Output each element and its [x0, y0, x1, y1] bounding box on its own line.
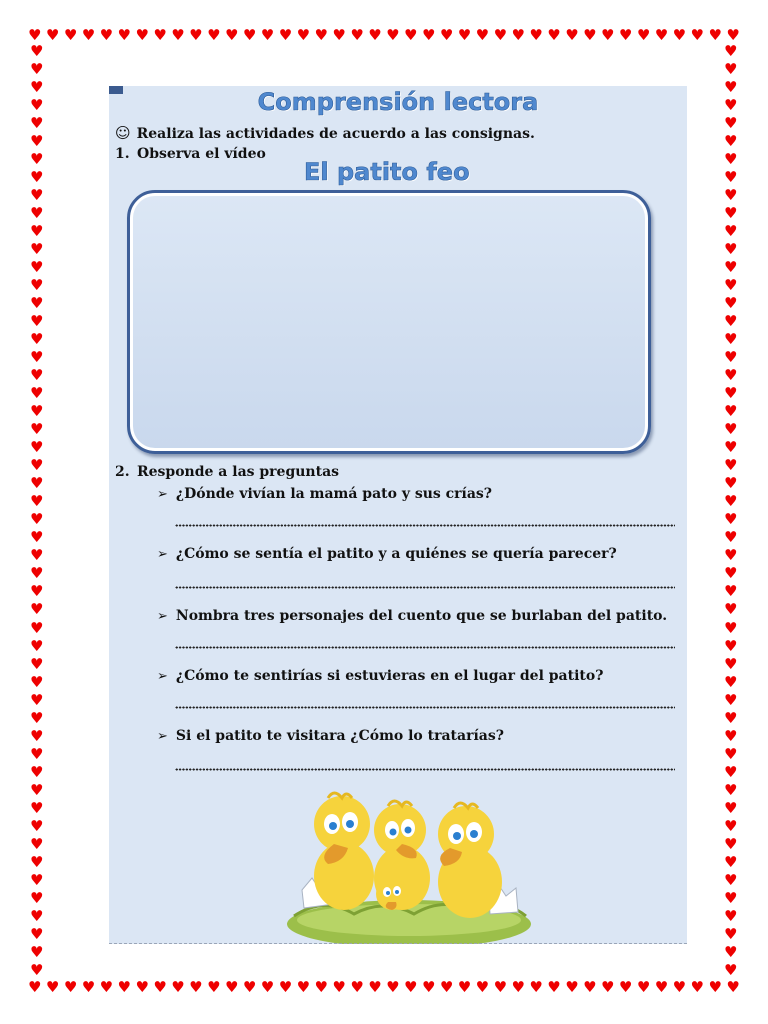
section-2-text: Responde a las preguntas — [137, 464, 340, 480]
heart-icon: ♥ — [724, 924, 738, 943]
heart-icon: ♥ — [30, 510, 44, 529]
heart-icon: ♥ — [189, 978, 203, 996]
heart-icon: ♥ — [708, 26, 722, 44]
heart-icon: ♥ — [30, 420, 44, 439]
heart-icon: ♥ — [30, 60, 44, 79]
heart-icon: ♥ — [724, 942, 738, 961]
heart-icon: ♥ — [30, 204, 44, 223]
heart-icon: ♥ — [511, 978, 525, 996]
heart-icon: ♥ — [724, 816, 738, 835]
arrow-bullet-icon: ➢ — [157, 669, 168, 684]
heart-icon: ♥ — [601, 26, 615, 44]
heart-icon: ♥ — [30, 366, 44, 385]
heart-icon: ♥ — [30, 348, 44, 367]
heart-icon: ♥ — [153, 26, 167, 44]
heart-icon: ♥ — [724, 960, 738, 979]
heart-icon: ♥ — [30, 168, 44, 187]
heart-icon: ♥ — [724, 204, 738, 223]
heart-icon: ♥ — [81, 26, 96, 44]
heart-icon: ♥ — [189, 26, 203, 44]
heart-icon: ♥ — [724, 546, 738, 565]
heart-icon: ♥ — [30, 258, 44, 277]
heart-icon: ♥ — [135, 978, 149, 996]
heart-icon: ♥ — [117, 26, 131, 44]
heart-icon: ♥ — [30, 114, 44, 133]
heart-icon: ♥ — [690, 26, 704, 44]
heart-icon: ♥ — [724, 888, 738, 907]
heart-border-left — [30, 44, 43, 978]
heart-icon: ♥ — [135, 26, 149, 44]
heart-icon: ♥ — [724, 510, 738, 529]
heart-icon: ♥ — [404, 26, 418, 44]
heart-icon: ♥ — [724, 492, 738, 511]
worksheet — [109, 86, 687, 944]
heart-icon: ♥ — [724, 114, 738, 133]
heart-icon: ♥ — [421, 26, 436, 44]
heart-icon: ♥ — [296, 978, 311, 996]
heart-icon: ♥ — [724, 798, 738, 817]
heart-icon: ♥ — [724, 348, 738, 367]
heart-icon: ♥ — [45, 978, 60, 996]
heart-icon: ♥ — [332, 26, 346, 44]
heart-icon: ♥ — [260, 26, 275, 44]
heart-icon: ♥ — [724, 402, 738, 421]
question-text: Nombra tres personajes del cuento que se burlaban del patito. — [175, 608, 668, 624]
answer-line-3[interactable] — [175, 646, 675, 649]
heart-icon: ♥ — [30, 834, 44, 853]
ducklings-illustration — [284, 786, 534, 944]
heart-icon: ♥ — [30, 582, 44, 601]
heart-icon: ♥ — [30, 852, 44, 871]
heart-icon: ♥ — [724, 366, 738, 385]
heart-icon: ♥ — [672, 978, 687, 996]
heart-icon: ♥ — [726, 978, 740, 996]
heart-icon: ♥ — [30, 888, 44, 907]
heart-icon: ♥ — [30, 402, 44, 421]
heart-icon: ♥ — [171, 26, 185, 44]
heart-icon: ♥ — [30, 618, 44, 637]
heart-icon: ♥ — [724, 186, 738, 205]
heart-icon: ♥ — [547, 26, 561, 44]
question-text: ¿Cómo se sentía el patito y a quiénes se quería parecer? — [175, 546, 617, 562]
heart-icon: ♥ — [724, 132, 738, 151]
heart-icon: ♥ — [724, 168, 738, 187]
section-1-number: 1. — [115, 146, 130, 162]
heart-icon: ♥ — [30, 78, 44, 97]
heart-icon: ♥ — [30, 708, 44, 727]
heart-icon: ♥ — [439, 26, 454, 44]
heart-icon: ♥ — [153, 978, 167, 996]
heart-icon: ♥ — [171, 978, 185, 996]
heart-icon: ♥ — [30, 276, 44, 295]
heart-icon: ♥ — [99, 978, 114, 996]
heart-icon: ♥ — [493, 26, 508, 44]
heart-icon: ♥ — [724, 726, 738, 745]
heart-icon: ♥ — [207, 978, 221, 996]
heart-icon: ♥ — [30, 438, 44, 457]
heart-icon: ♥ — [511, 26, 525, 44]
heart-icon: ♥ — [724, 312, 738, 331]
heart-icon: ♥ — [207, 26, 221, 44]
heart-icon: ♥ — [30, 690, 44, 709]
heart-icon: ♥ — [350, 978, 364, 996]
heart-icon: ♥ — [724, 42, 738, 60]
heart-icon: ♥ — [724, 330, 738, 349]
heart-icon: ♥ — [30, 816, 44, 835]
heart-icon: ♥ — [724, 528, 738, 547]
heart-icon: ♥ — [30, 780, 44, 799]
section-2-heading — [115, 464, 339, 480]
page-title: Comprensión lectora — [257, 88, 539, 116]
question-text: ¿Cómo te sentirías si estuvieras en el lugar del patito? — [175, 668, 604, 684]
heart-icon: ♥ — [30, 150, 44, 169]
heart-icon: ♥ — [30, 312, 44, 331]
arrow-bullet-icon: ➢ — [157, 609, 168, 624]
answer-line-1[interactable] — [175, 524, 675, 527]
heart-icon: ♥ — [583, 26, 597, 44]
heart-icon: ♥ — [368, 26, 382, 44]
arrow-bullet-icon: ➢ — [157, 729, 168, 744]
heart-icon: ♥ — [529, 26, 543, 44]
heart-icon: ♥ — [724, 438, 738, 457]
heart-icon: ♥ — [724, 600, 738, 619]
answer-line-2[interactable] — [175, 586, 675, 589]
heart-icon: ♥ — [30, 222, 44, 241]
page-bottom-dashed-line — [109, 943, 687, 945]
heart-icon: ♥ — [724, 78, 738, 97]
heart-icon: ♥ — [421, 978, 436, 996]
heart-icon: ♥ — [493, 978, 508, 996]
heart-icon: ♥ — [457, 978, 472, 996]
question-4 — [157, 668, 603, 684]
heart-icon: ♥ — [30, 906, 44, 925]
heart-icon: ♥ — [30, 924, 44, 943]
heart-icon: ♥ — [724, 96, 738, 115]
smiley-icon: ☺ — [115, 124, 131, 142]
heart-icon: ♥ — [654, 978, 669, 996]
heart-icon: ♥ — [30, 384, 44, 403]
heart-icon: ♥ — [672, 26, 687, 44]
section-2-number: 2. — [115, 464, 130, 480]
heart-icon: ♥ — [724, 708, 738, 727]
heart-icon: ♥ — [724, 276, 738, 295]
heart-icon: ♥ — [368, 978, 382, 996]
heart-icon: ♥ — [724, 240, 738, 259]
heart-icon: ♥ — [278, 978, 293, 996]
heart-icon: ♥ — [404, 978, 418, 996]
heart-icon: ♥ — [724, 690, 738, 709]
heart-icon: ♥ — [724, 744, 738, 763]
story-title: El patito feo — [304, 158, 470, 186]
heart-icon: ♥ — [724, 474, 738, 493]
heart-icon: ♥ — [724, 834, 738, 853]
heart-icon: ♥ — [242, 26, 257, 44]
section-1-text: Observa el vídeo — [137, 146, 266, 162]
heart-icon: ♥ — [332, 978, 346, 996]
heart-icon: ♥ — [724, 654, 738, 673]
heart-icon: ♥ — [30, 564, 44, 583]
heart-icon: ♥ — [30, 960, 44, 979]
heart-icon: ♥ — [690, 978, 704, 996]
heart-icon: ♥ — [636, 26, 651, 44]
heart-icon: ♥ — [475, 26, 490, 44]
heart-icon: ♥ — [601, 978, 615, 996]
heart-icon: ♥ — [117, 978, 131, 996]
heart-icon: ♥ — [565, 26, 579, 44]
intro-instruction — [115, 124, 535, 142]
heart-icon: ♥ — [386, 26, 400, 44]
heart-icon: ♥ — [724, 870, 738, 889]
heart-icon: ♥ — [724, 636, 738, 655]
heart-icon: ♥ — [30, 600, 44, 619]
heart-icon: ♥ — [618, 26, 633, 44]
heart-icon: ♥ — [81, 978, 96, 996]
heart-icon: ♥ — [724, 906, 738, 925]
heart-icon: ♥ — [439, 978, 454, 996]
section-1-heading — [115, 146, 266, 162]
heart-icon: ♥ — [28, 26, 42, 44]
heart-icon: ♥ — [30, 654, 44, 673]
heart-icon: ♥ — [724, 672, 738, 691]
heart-icon: ♥ — [457, 26, 472, 44]
heart-icon: ♥ — [30, 240, 44, 259]
heart-icon: ♥ — [724, 564, 738, 583]
arrow-bullet-icon: ➢ — [157, 547, 168, 562]
heart-icon: ♥ — [726, 26, 740, 44]
heart-icon: ♥ — [30, 870, 44, 889]
heart-icon: ♥ — [724, 294, 738, 313]
heart-icon: ♥ — [314, 978, 328, 996]
question-1 — [157, 486, 492, 502]
heart-icon: ♥ — [314, 26, 328, 44]
heart-icon: ♥ — [278, 26, 293, 44]
heart-icon: ♥ — [724, 852, 738, 871]
answer-line-5[interactable] — [175, 768, 675, 771]
heart-icon: ♥ — [99, 26, 114, 44]
heart-icon: ♥ — [30, 96, 44, 115]
heart-icon: ♥ — [30, 132, 44, 151]
heart-border-right — [724, 44, 737, 978]
heart-icon: ♥ — [30, 186, 44, 205]
intro-text: Realiza las actividades de acuerdo a las consignas. — [136, 126, 535, 142]
question-2 — [157, 546, 617, 562]
arrow-bullet-icon: ➢ — [157, 487, 168, 502]
heart-icon: ♥ — [30, 798, 44, 817]
heart-icon: ♥ — [529, 978, 543, 996]
heart-icon: ♥ — [724, 582, 738, 601]
heart-border-bottom — [28, 980, 740, 995]
video-frame[interactable] — [127, 190, 651, 454]
heart-icon: ♥ — [28, 978, 42, 996]
heart-icon: ♥ — [724, 222, 738, 241]
question-5 — [157, 728, 504, 744]
heart-icon: ♥ — [724, 456, 738, 475]
question-text: ¿Dónde vivían la mamá pato y sus crías? — [175, 486, 493, 502]
heart-icon: ♥ — [565, 978, 579, 996]
heart-icon: ♥ — [260, 978, 275, 996]
heart-icon: ♥ — [30, 330, 44, 349]
heart-icon: ♥ — [547, 978, 561, 996]
heart-icon: ♥ — [242, 978, 257, 996]
heart-icon: ♥ — [30, 672, 44, 691]
heart-icon: ♥ — [583, 978, 597, 996]
heart-icon: ♥ — [724, 60, 738, 79]
question-3 — [157, 608, 667, 624]
heart-icon: ♥ — [636, 978, 651, 996]
answer-line-4[interactable] — [175, 706, 675, 709]
heart-icon: ♥ — [724, 420, 738, 439]
heart-icon: ♥ — [30, 474, 44, 493]
heart-icon: ♥ — [724, 762, 738, 781]
heart-icon: ♥ — [45, 26, 60, 44]
heart-icon: ♥ — [708, 978, 722, 996]
heart-icon: ♥ — [30, 744, 44, 763]
heart-icon: ♥ — [224, 978, 239, 996]
heart-icon: ♥ — [63, 26, 78, 44]
heart-icon: ♥ — [654, 26, 669, 44]
heart-icon: ♥ — [30, 636, 44, 655]
heart-icon: ♥ — [296, 26, 311, 44]
heart-icon: ♥ — [30, 546, 44, 565]
heart-icon: ♥ — [724, 384, 738, 403]
heart-icon: ♥ — [30, 762, 44, 781]
heart-border-top — [28, 28, 740, 43]
heart-icon: ♥ — [30, 528, 44, 547]
heart-icon: ♥ — [30, 456, 44, 475]
heart-icon: ♥ — [30, 942, 44, 961]
heart-icon: ♥ — [30, 492, 44, 511]
heart-icon: ♥ — [724, 618, 738, 637]
heart-icon: ♥ — [224, 26, 239, 44]
heart-icon: ♥ — [30, 42, 44, 60]
heart-icon: ♥ — [30, 294, 44, 313]
heart-icon: ♥ — [30, 726, 44, 745]
heart-icon: ♥ — [475, 978, 490, 996]
heart-icon: ♥ — [724, 258, 738, 277]
heart-icon: ♥ — [618, 978, 633, 996]
heart-icon: ♥ — [63, 978, 78, 996]
heart-icon: ♥ — [350, 26, 364, 44]
heart-icon: ♥ — [724, 150, 738, 169]
heart-icon: ♥ — [724, 780, 738, 799]
heart-icon: ♥ — [386, 978, 400, 996]
question-text: Si el patito te visitara ¿Cómo lo tratarías? — [175, 728, 504, 744]
